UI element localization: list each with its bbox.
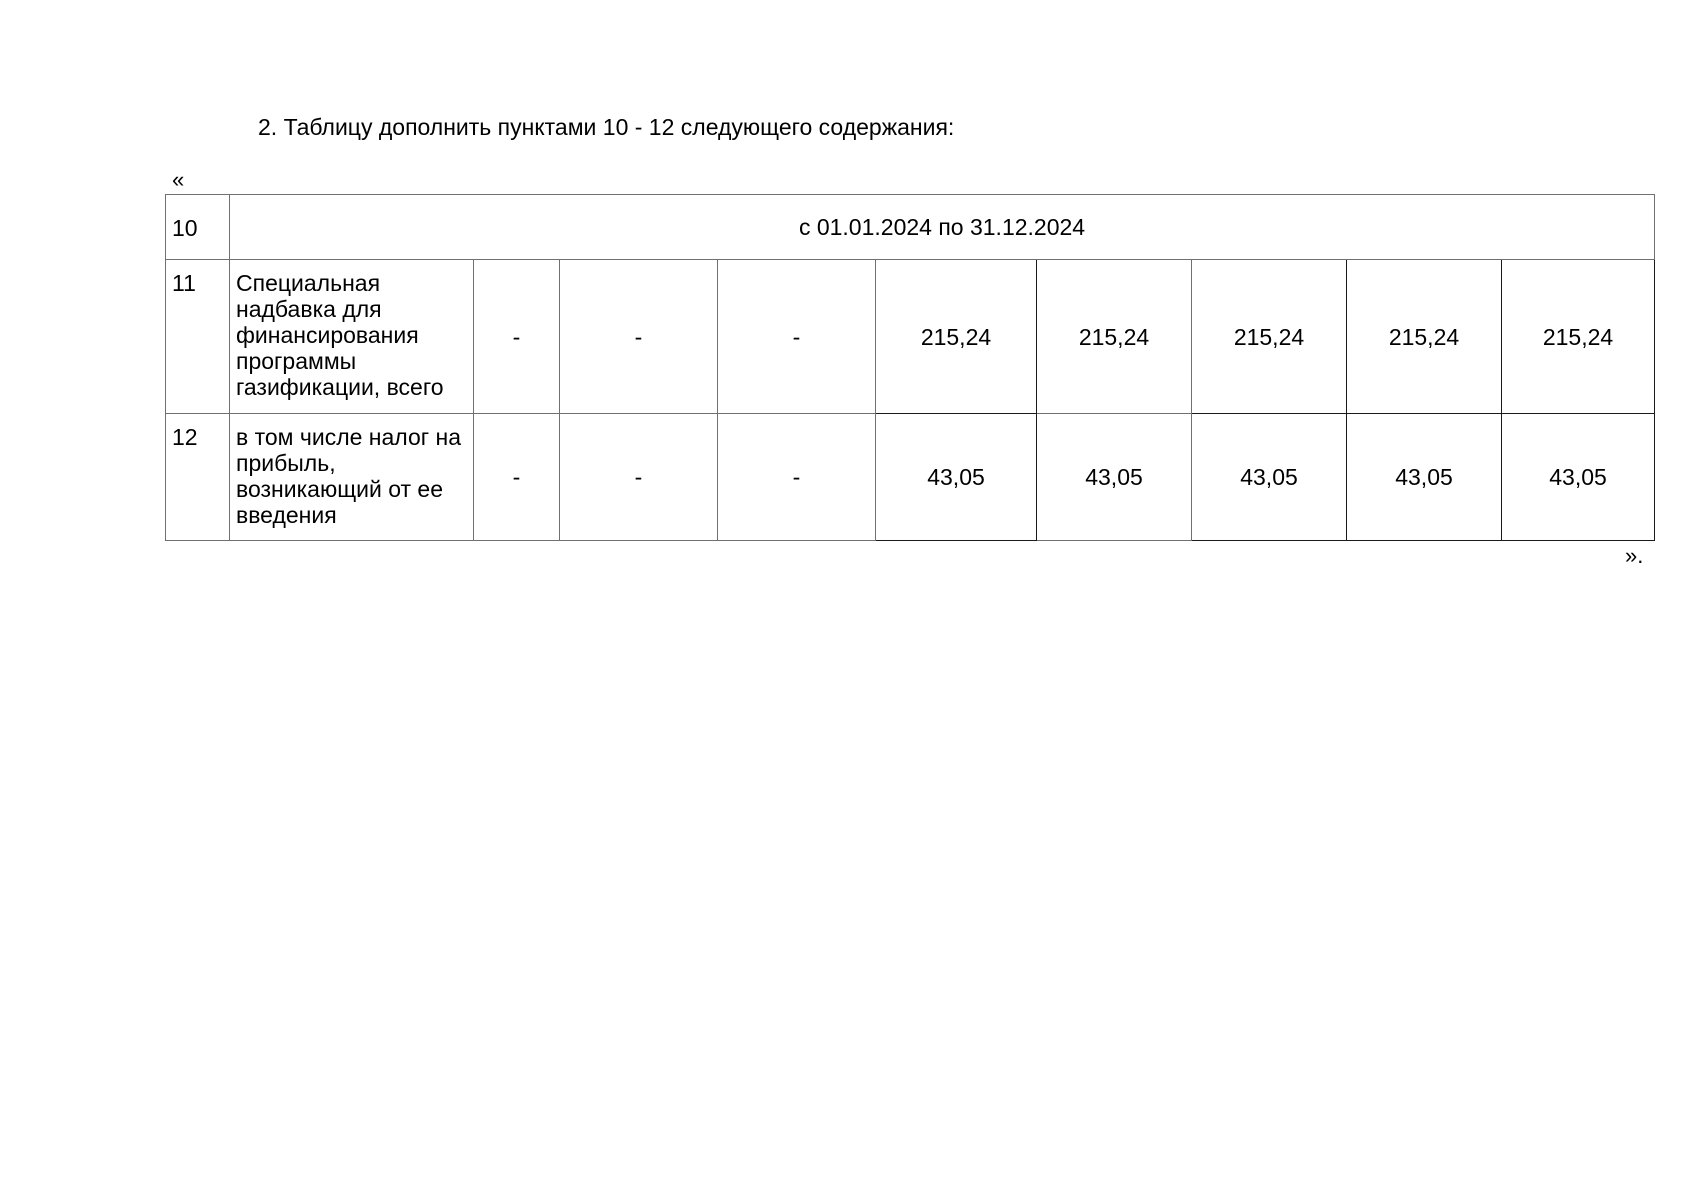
value-cell: 215,24 xyxy=(1347,260,1502,414)
table-row-11 xyxy=(166,260,1655,414)
table-row-12 xyxy=(166,414,1655,541)
value-cell: 43,05 xyxy=(1192,414,1347,541)
value-cell: 215,24 xyxy=(1037,260,1192,414)
value-cell: - xyxy=(718,260,876,414)
row-label: Специальная надбавка для финансирования программы газификации, всего xyxy=(230,260,474,414)
value-cell: - xyxy=(718,414,876,541)
row-number: 10 xyxy=(166,195,230,260)
value-cell: 215,24 xyxy=(1502,260,1655,414)
value-cell: 215,24 xyxy=(876,260,1037,414)
amendment-table xyxy=(165,194,1655,541)
closing-quote-mark: ». xyxy=(1625,543,1644,568)
value-cell: 43,05 xyxy=(1502,414,1655,541)
row-label: в том числе налог на прибыль, возникающий от ее введения xyxy=(230,414,474,541)
row-number: 12 xyxy=(166,414,230,541)
opening-quote-mark: « xyxy=(172,167,185,192)
intro-paragraph: 2. Таблицу дополнить пунктами 10 - 12 следующего содержания: xyxy=(258,114,955,140)
value-cell: - xyxy=(474,414,560,541)
period-cell: с 01.01.2024 по 31.12.2024 xyxy=(230,195,1655,260)
table-row-10 xyxy=(166,195,1655,260)
row-number: 11 xyxy=(166,260,230,414)
value-cell: 215,24 xyxy=(1192,260,1347,414)
value-cell: - xyxy=(474,260,560,414)
value-cell: - xyxy=(560,414,718,541)
value-cell: 43,05 xyxy=(1037,414,1192,541)
value-cell: 43,05 xyxy=(876,414,1037,541)
value-cell: - xyxy=(560,260,718,414)
value-cell: 43,05 xyxy=(1347,414,1502,541)
